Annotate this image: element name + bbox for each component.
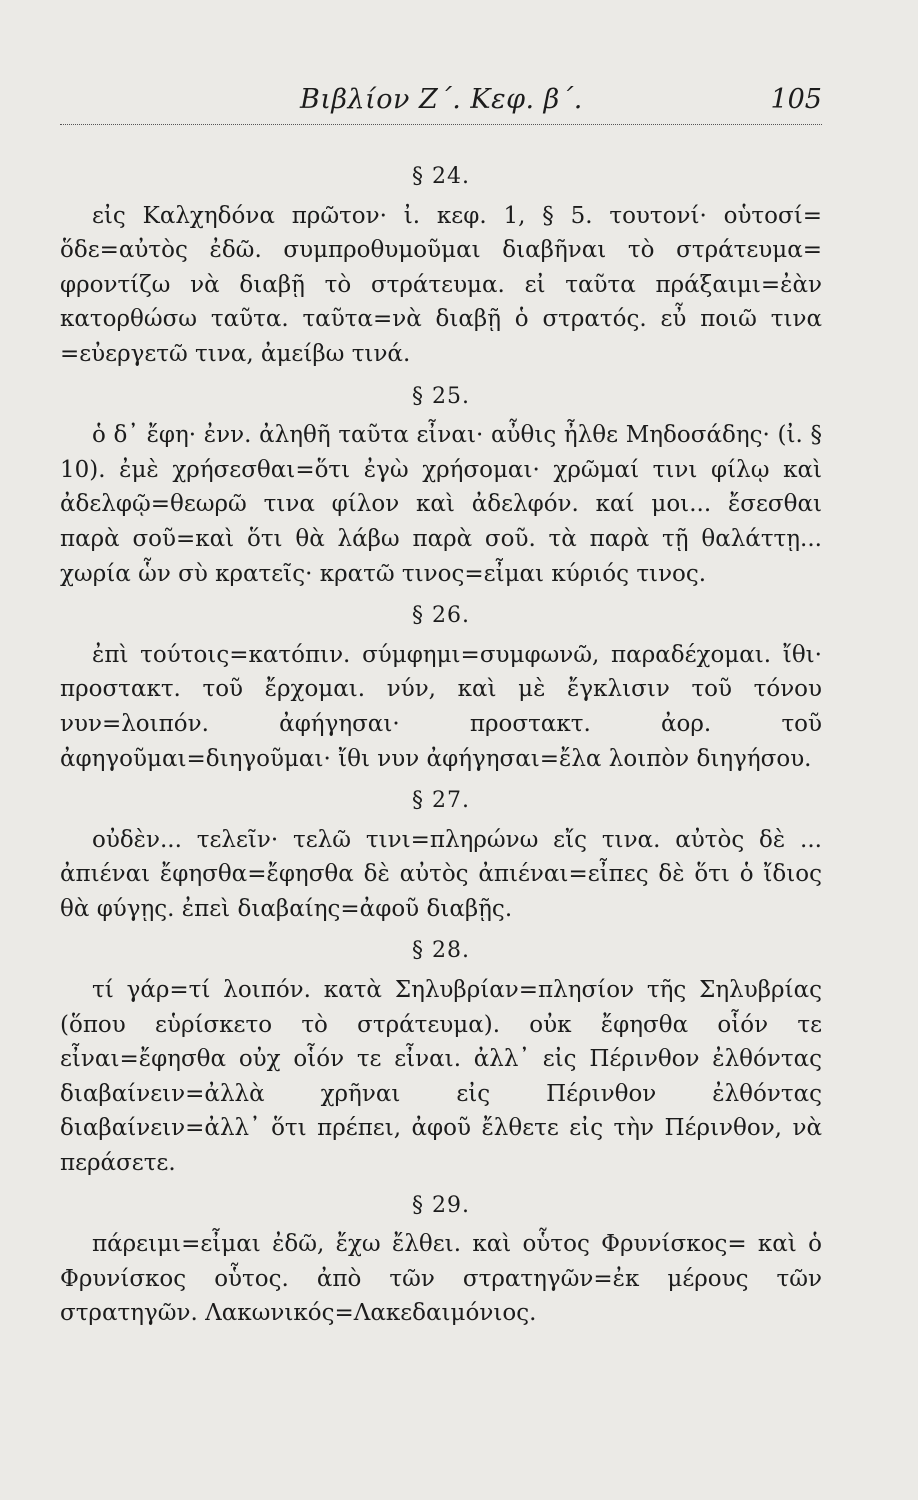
section-paragraph: οὐδὲν... τελεῖν· τελῶ τινι=πληρώνω εἴς τινα. αὐτὸς δὲ ... ἀπιέναι ἔφησθα=ἔφησθα δὲ αὐτὸς ἀπιέναι=εἶπες δὲ ὅτι ὁ ἴδιος θὰ φύγῃς. ἐπεὶ διαβαίης=ἀφοῦ διαβῇς. [60, 826, 822, 922]
section-number: § 28. [412, 938, 470, 964]
commentary-body [60, 160, 822, 1339]
section-paragraph: πάρειμι=εἶμαι ἐδῶ, ἔχω ἔλθει. καὶ οὗτος Φρυνίσκος= καὶ ὁ Φρυνίσκος οὗτος. ἀπὸ τῶν στρατηγῶν=ἐκ μέρους τῶν στρατηγῶν. Λακωνικός=Λακεδαιμόνιος. [60, 1231, 822, 1327]
page-number: 105 [770, 84, 822, 115]
header-rule [60, 124, 822, 125]
section-number: § 25. [412, 383, 470, 409]
section-paragraph: ὁ δ᾿ ἔφη· ἐνν. ἀληθῆ ταῦτα εἶναι· αὖθις ἦλθε Μηδοσάδης· (ἰ. § 10). ἐμὲ χρήσεσθαι=ὅτι ἐγὼ χρήσομαι· χρῶμαί τινι φίλῳ καὶ ἀδελφῷ=θεωρῶ τινα φίλον καὶ ἀδελφόν. καί μοι... ἔσεσθαι παρὰ σοῦ=καὶ ὅτι θὰ λάβω παρὰ σοῦ. τὰ παρὰ τῇ θαλάττῃ... χωρία ὧν σὺ κρατεῖς· κρατῶ τινος=εἶμαι κύριός τινος. [60, 422, 822, 587]
section-paragraph: ἐπὶ τούτοις=κατόπιν. σύμφημι=συμφωνῶ, παραδέχομαι. ἴθι· προστακτ. τοῦ ἔρχομαι. νύν, καὶ μὲ ἔγκλισιν τοῦ τόνου νυν=λοιπόν. ἀφήγησαι· προστακτ. ἀορ. τοῦ ἀφηγοῦμαι=διηγοῦμαι· ἴθι νυν ἀφήγησαι=ἔλα λοιπὸν διηγήσου. [60, 641, 822, 772]
section-number: § 29. [412, 1192, 470, 1218]
section-number: § 24. [412, 164, 470, 189]
section-number: § 26. [412, 603, 470, 629]
section-paragraph: τί γάρ=τί λοιπόν. κατὰ Σηλυβρίαν=πλησίον τῆς Σηλυβρίας (ὅπου εὑρίσκετο τὸ στράτευμα). οὐκ ἔφησθα οἷόν τε εἶναι=ἔφησθα οὐχ οἷόν τε εἶναι. ἀλλ᾿ εἰς Πέρινθον ἐλθόντας διαβαίνειν=ἀλλὰ χρῆναι εἰς Πέρινθον ἐλθόντας διαβαίνειν=ἀλλ᾿ ὅτι πρέπει, ἀφοῦ ἔλθετε εἰς τὴν Πέρινθον, νὰ περάσετε. [60, 977, 822, 1177]
section-number: § 27. [412, 788, 470, 814]
running-header [60, 84, 822, 128]
section-paragraph: εἰς Καλχηδόνα πρῶτον· ἰ. κεφ. 1, § 5. τουτονί· οὑτοσί= ὅδε=αὐτὸς ἐδῶ. συμπροθυμοῦμαι διαβῆναι τὸ στράτευμα= φροντίζω νὰ διαβῇ τὸ στράτευμα. εἰ ταῦτα πράξαιμι=ἐὰν κατορθώσω ταῦτα. ταῦτα=νὰ διαβῇ ὁ στρατός. εὖ ποιῶ τινα =εὐεργετῶ τινα, ἀμείβω τινά. [60, 202, 822, 367]
running-title: Βιβλίον Ζ΄. Κεφ. β΄. [300, 84, 583, 115]
